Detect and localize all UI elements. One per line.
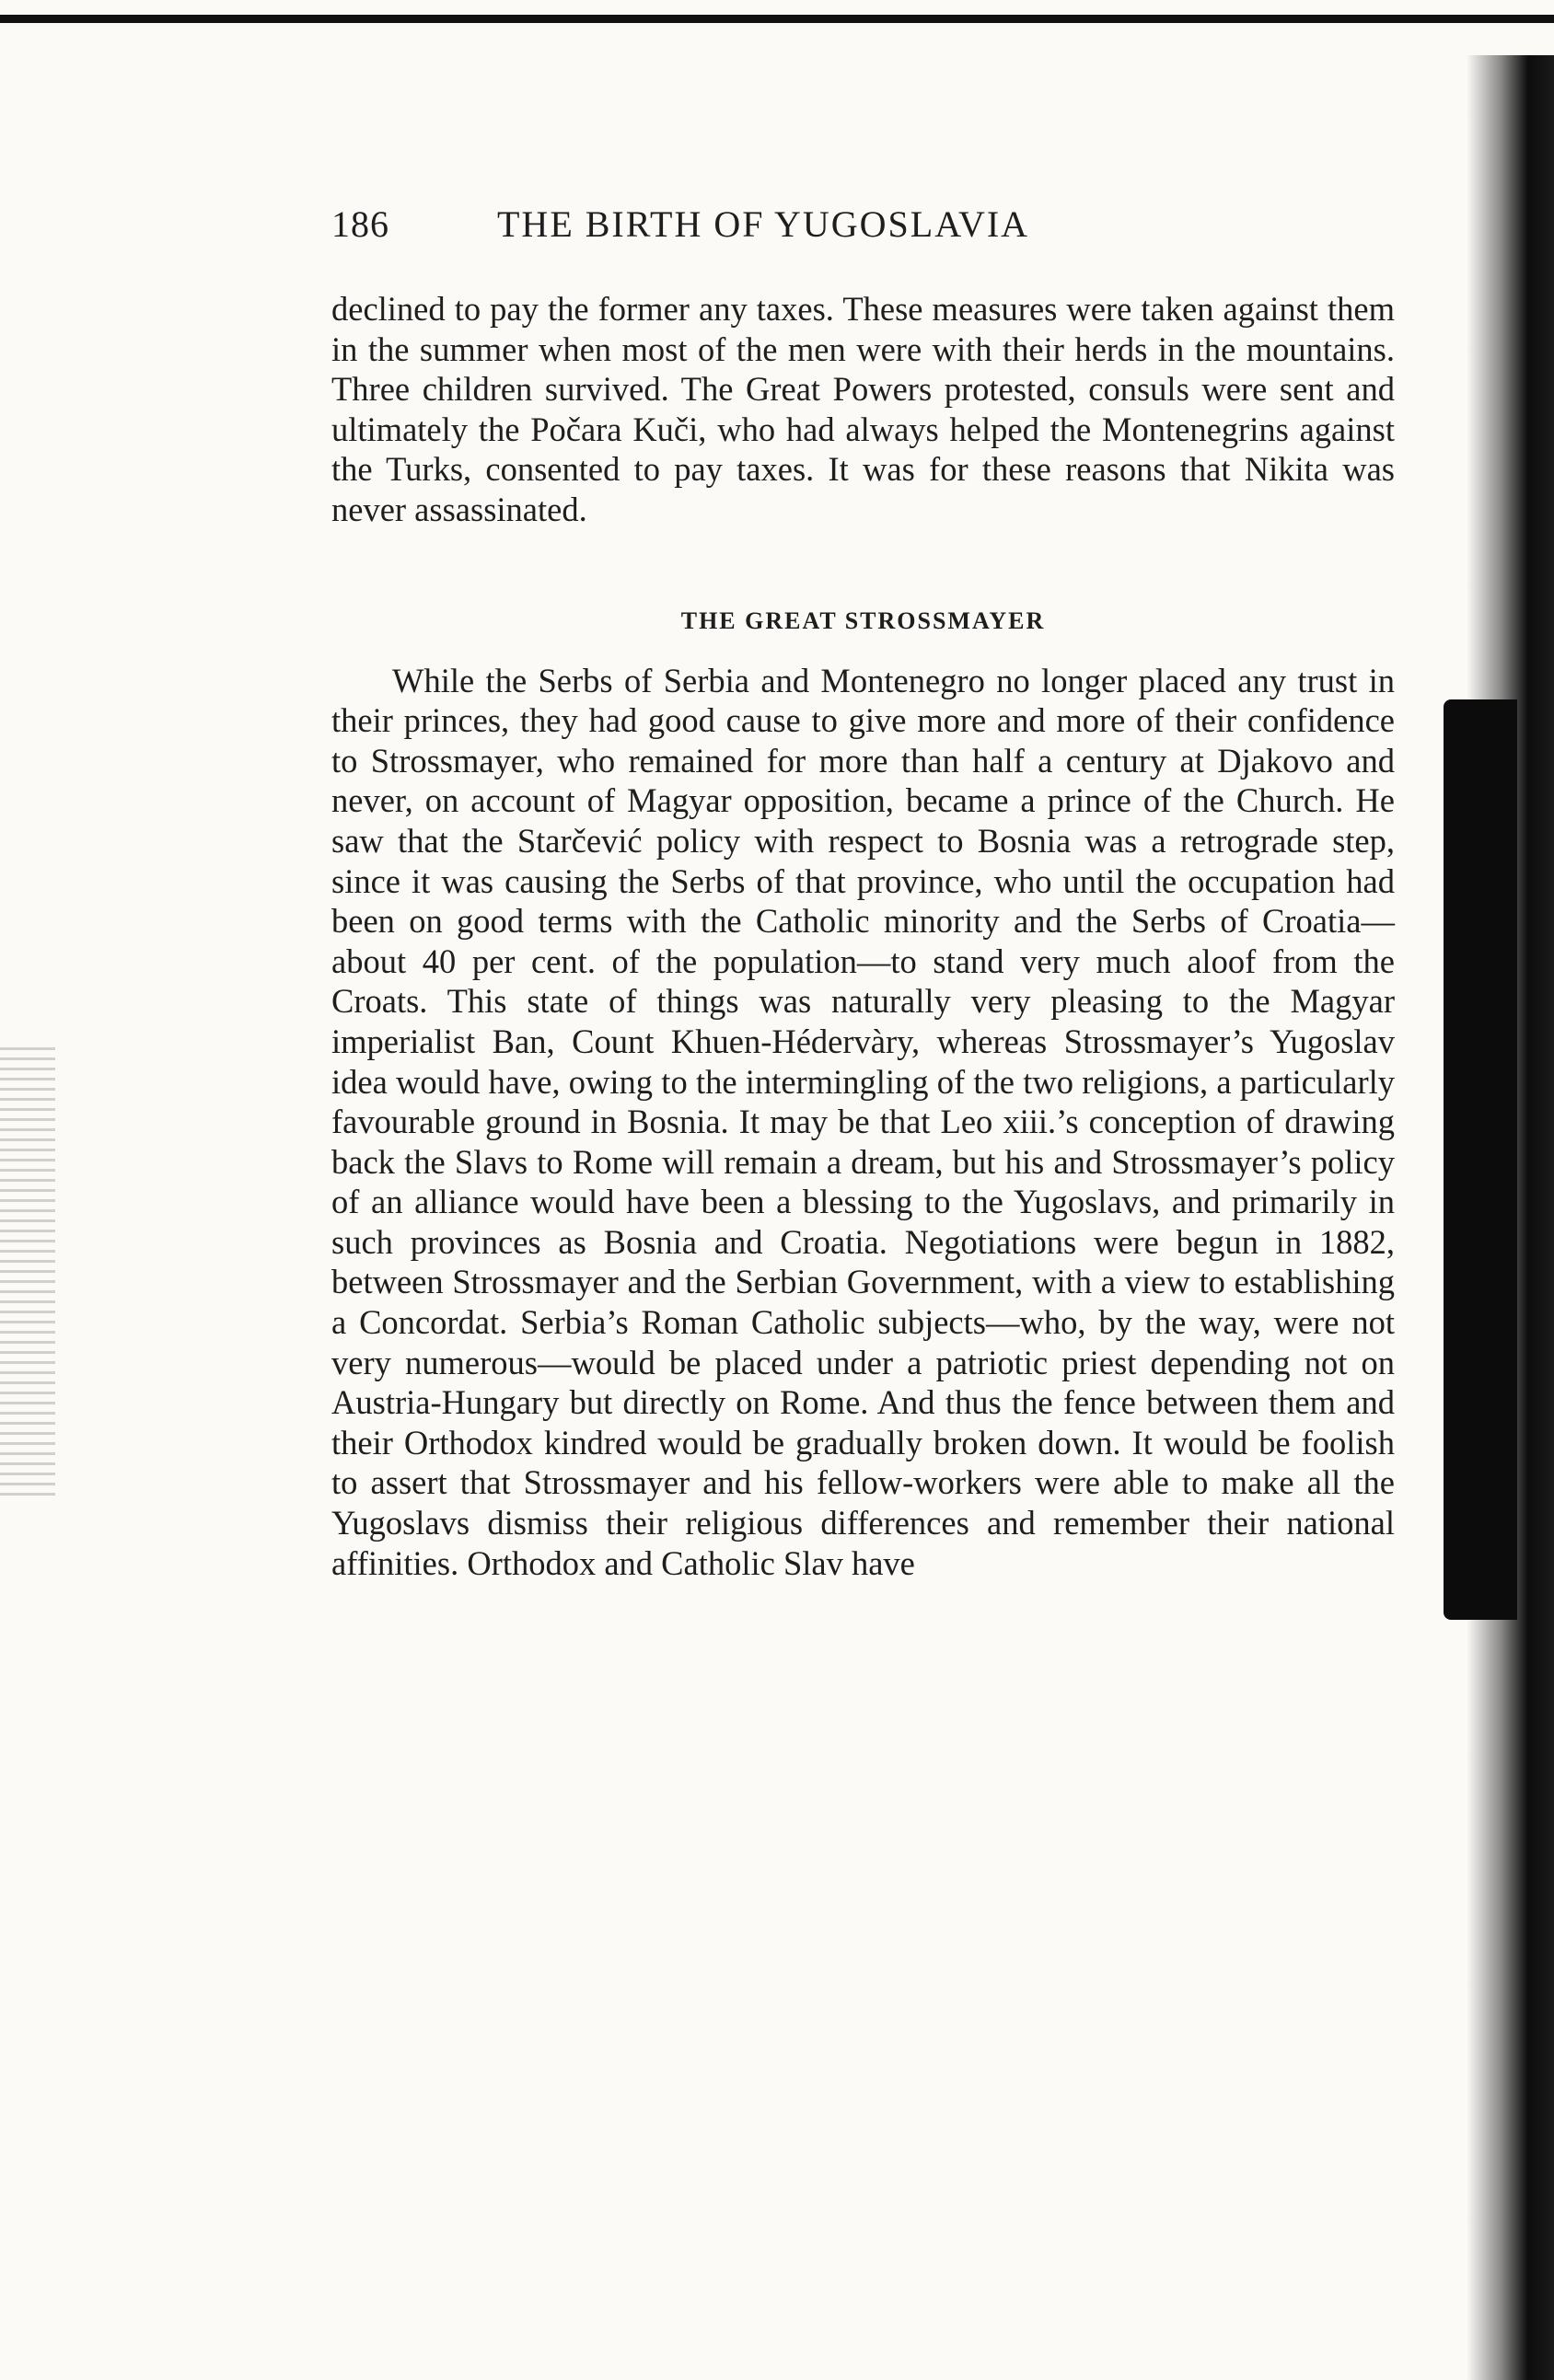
running-head [331,202,1395,276]
running-title: THE BIRTH OF YUGOSLAVIA [497,203,1030,245]
section-heading: THE GREAT STROSSMAYER [680,607,1046,634]
body-paragraph: While the Serbs of Serbia and Montenegro no longer placed any trust in their princes, they had good cause to give more and more of their confidence to Strossmayer, who remained for more than half a century at Djakovo and never, on account of Magyar opposition, became a prince of the Church. He saw that the Starčević policy with respect to Bosnia was a retrograde step, since it was causing the Serbs of that province, who until the occupation had been on good terms with the Catholic minority and the Serbs of Croatia—about 40 per cent. of the population—to stand very much aloof from the Croats. This state of things was naturally very pleasing to the Magyar imperialist Ban, Count Khuen-Hédervàry, whereas Strossmayer’s Yugoslav idea would have, owing to the intermingling of the two religions, a particularly favourable ground in Bosnia. It may be that Leo xiii.’s conception of drawing back the Slavs to Rome will remain a dream, but his and Strossmayer’s policy of an alliance would have been a blessing to the Yugoslavs, and primarily in such provinces as Bosnia and Croatia. Negotiations were begun in 1882, between Strossmayer and the Serbian Government, with a view to establishing a Concordat. Serbia’s Roman Catholic subjects—who, by the way, were not very numerous—would be placed under a patriotic priest depending not on Austria-Hungary but directly on Rome. And thus the fence between them and their Orthodox kindred would be gradually broken down. It would be foolish to assert that Strossmayer and his fellow-workers were able to make all the Yugoslavs dismiss their religious differences and remember their national affinities. Orthodox and Catholic Slav have [331,661,1395,1582]
book-page [331,202,1395,1583]
body-paragraph: declined to pay the former any taxes. These measures were taken against them in the summer when most of the men were with their herds in the mountains. Three children survived. The Great Powers protested, consuls were sent and ultimately the Počara Kuči, who had always helped the Montenegrins against the Turks, consented to pay taxes. It was for these reasons that Nikita was never assassinated. [331,290,1395,528]
top-border-rule [0,15,1554,23]
margin-marks [0,1040,55,1500]
binding-shadow [1444,699,1517,1620]
page-number: 186 [331,203,389,245]
